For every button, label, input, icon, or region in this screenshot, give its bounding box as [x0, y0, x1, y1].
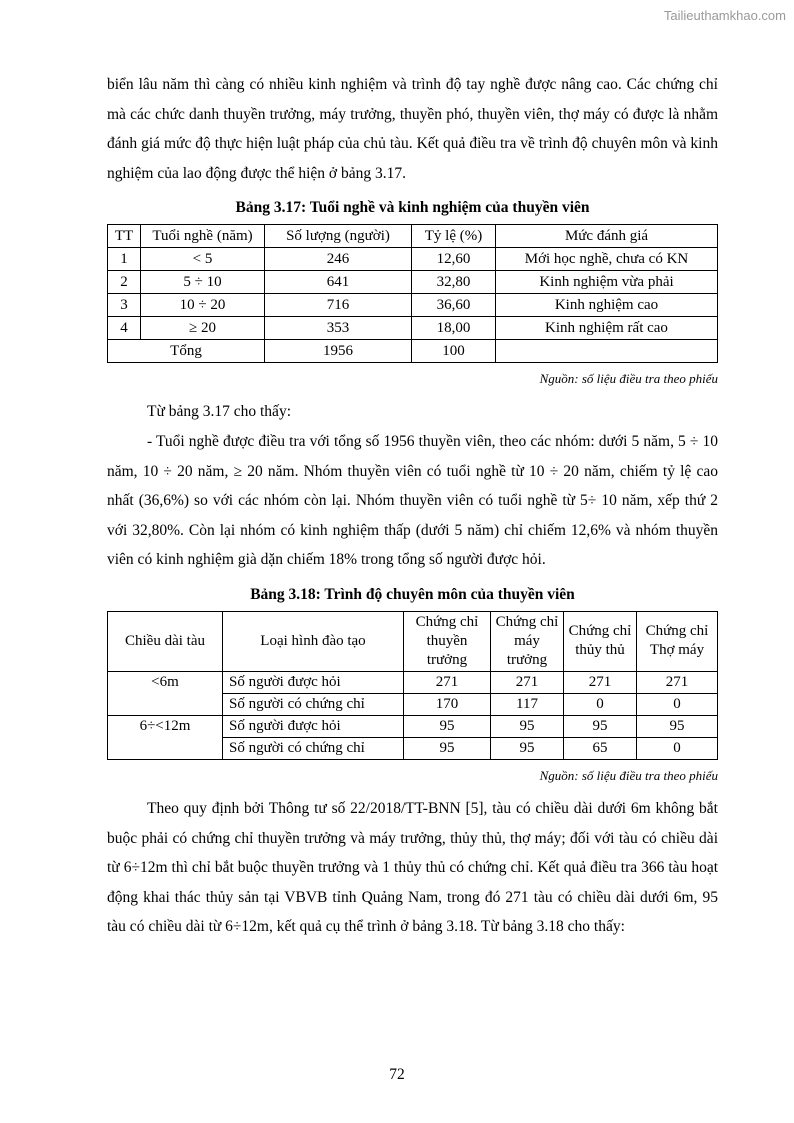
paragraph-table-17-intro: Từ bảng 3.17 cho thấy: — [147, 403, 291, 421]
watermark: Tailieuthamkhao.com — [663, 8, 786, 23]
cell: 5 ÷ 10 — [141, 271, 265, 294]
table-18-source: Nguồn: số liệu điều tra theo phiếu — [539, 767, 718, 783]
total-percent: 100 — [412, 340, 496, 363]
page-number: 72 — [389, 1066, 405, 1083]
table-row — [108, 317, 718, 340]
training-type: Số người được hỏi — [223, 671, 404, 693]
cell: 95 — [637, 715, 718, 737]
header-percent: Tỷ lệ (%) — [412, 225, 496, 248]
table-header-row — [108, 611, 718, 671]
cell: Mới học nghề, chưa có KN — [496, 248, 718, 271]
cell: 2 — [108, 271, 141, 294]
cell: 271 — [404, 671, 491, 693]
total-quantity: 1956 — [265, 340, 412, 363]
cell: 10 ÷ 20 — [141, 294, 265, 317]
length-group: 6÷<12m — [108, 715, 223, 759]
paragraph-table-17-analysis: - Tuổi nghề được điều tra với tổng số 1956 thuyền viên, theo các nhóm: dưới 5 năm, 5 ÷ 10 năm, 10 ÷ 20 năm, ≥ 20 năm. Nhóm thuyền viên có tuổi nghề từ 10 ÷ 20 năm, chiếm tỷ lệ cao nhất (36,6%) so với các nhóm còn lại. Nhóm thuyền viên có tuổi nghề từ 5÷ 10 năm, xếp thứ 2 với 32,80%. Còn lại nhóm có kinh nghiệm thấp (dưới 5 năm) chỉ chiếm 12,6% và nhóm thuyền viên có kinh nghiệm già dặn chiếm 18% trong tổng số người được hỏi. — [107, 432, 718, 569]
cell: 32,80 — [412, 271, 496, 294]
cell: 95 — [491, 737, 564, 759]
table-18 — [107, 611, 718, 760]
cell: 3 — [108, 294, 141, 317]
training-type: Số người có chứng chỉ — [223, 693, 404, 715]
cell: 95 — [491, 715, 564, 737]
cell: 353 — [265, 317, 412, 340]
table-row — [108, 271, 718, 294]
header-engineer-cert: Chứng chỉ máy trưởng — [491, 611, 564, 671]
cell: 95 — [404, 737, 491, 759]
cell: Kinh nghiệm cao — [496, 294, 718, 317]
page-content — [107, 70, 718, 942]
cell: 271 — [491, 671, 564, 693]
table-17-caption: Bảng 3.17: Tuổi nghề và kinh nghiệm của thuyền viên — [235, 199, 590, 217]
header-training-type: Loại hình đào tạo — [223, 611, 404, 671]
paragraph-regulation: Theo quy định bởi Thông tư số 22/2018/TT-BNN [5], tàu có chiều dài dưới 6m không bắt buộc phải có chứng chỉ thuyền trưởng và máy trưởng, thủy thủ, thợ máy; đối với tàu có chiều dài từ 6÷12m thì chỉ bắt buộc thuyền trưởng và 1 thủy thủ có chứng chỉ. Kết quả điều tra 366 tàu hoạt động khai thác thủy sản tại VBVB tỉnh Quảng Nam, trong đó 271 tàu có chiều dài dưới 6m, 95 tàu có chiều dài từ 6÷12m, kết quả cụ thể trình ở bảng 3.18. Từ bảng 3.18 cho thấy: — [107, 799, 718, 936]
header-mechanic-cert: Chứng chỉ Thợ máy — [637, 611, 718, 671]
cell: 716 — [265, 294, 412, 317]
cell: 641 — [265, 271, 412, 294]
table-17-source: Nguồn: số liệu điều tra theo phiếu — [539, 371, 718, 387]
cell: Kinh nghiệm rất cao — [496, 317, 718, 340]
cell: < 5 — [141, 248, 265, 271]
length-group: <6m — [108, 671, 223, 715]
cell: 95 — [404, 715, 491, 737]
table-row — [108, 671, 718, 693]
total-evaluation — [496, 340, 718, 363]
paragraph-intro: biển lâu năm thì càng có nhiều kinh nghiệm và trình độ tay nghề được nâng cao. Các chứng chỉ mà các chức danh thuyền trưởng, máy trưởng, thuyền phó, thuyền viên, thợ máy có được là nhằm đánh giá mức độ thực hiện luật pháp của chủ tàu. Kết quả điều tra về trình độ chuyên môn và kinh nghiệm của lao động được thể hiện ở bảng 3.17. — [107, 76, 718, 182]
header-sailor-cert: Chứng chỉ thủy thủ — [564, 611, 637, 671]
table-row — [108, 294, 718, 317]
cell: 271 — [564, 671, 637, 693]
training-type: Số người được hỏi — [223, 715, 404, 737]
cell: 170 — [404, 693, 491, 715]
cell: 117 — [491, 693, 564, 715]
cell: 4 — [108, 317, 141, 340]
cell: 0 — [637, 693, 718, 715]
header-captain-cert: Chứng chỉ thuyền trưởng — [404, 611, 491, 671]
cell: ≥ 20 — [141, 317, 265, 340]
table-row — [108, 715, 718, 737]
cell: 36,60 — [412, 294, 496, 317]
total-label: Tổng — [108, 340, 265, 363]
cell: 95 — [564, 715, 637, 737]
cell: Kinh nghiệm vừa phải — [496, 271, 718, 294]
cell: 271 — [637, 671, 718, 693]
table-total-row — [108, 340, 718, 363]
cell: 1 — [108, 248, 141, 271]
table-18-caption: Bảng 3.18: Trình độ chuyên môn của thuyền viên — [250, 585, 575, 603]
table-row — [108, 248, 718, 271]
training-type: Số người có chứng chỉ — [223, 737, 404, 759]
cell: 0 — [564, 693, 637, 715]
header-quantity: Số lượng (người) — [265, 225, 412, 248]
header-evaluation: Mức đánh giá — [496, 225, 718, 248]
cell: 246 — [265, 248, 412, 271]
table-17 — [107, 224, 718, 363]
cell: 18,00 — [412, 317, 496, 340]
table-header-row — [108, 225, 718, 248]
header-length: Chiều dài tàu — [108, 611, 223, 671]
cell: 12,60 — [412, 248, 496, 271]
cell: 0 — [637, 737, 718, 759]
cell: 65 — [564, 737, 637, 759]
header-tt: TT — [108, 225, 141, 248]
header-age: Tuổi nghề (năm) — [141, 225, 265, 248]
